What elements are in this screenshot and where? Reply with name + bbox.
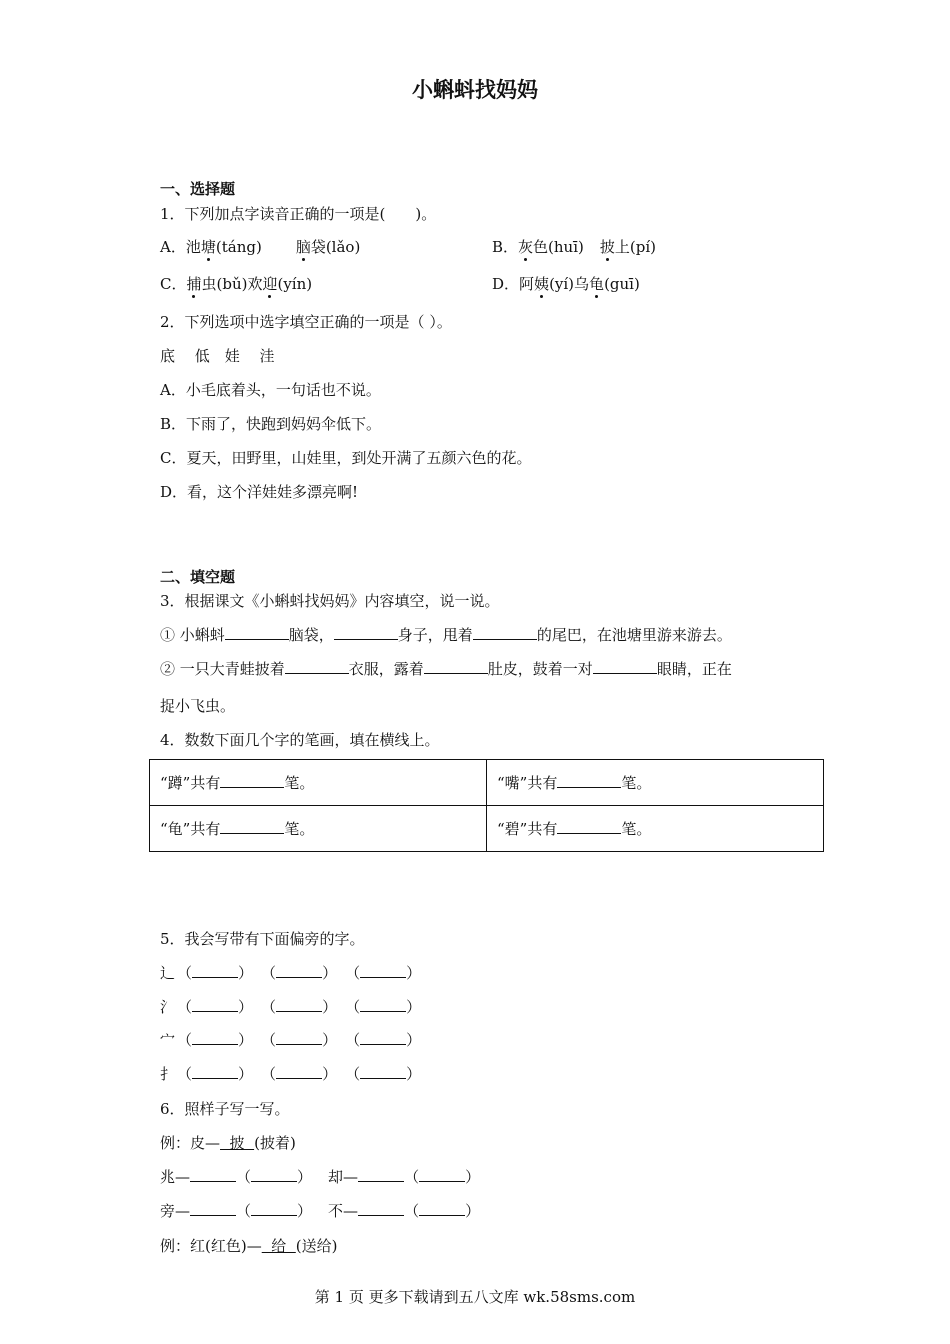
q6-example-1: 例：皮— 披 (披着) (160, 1134, 296, 1152)
dotted-char: 捕 (186, 275, 202, 293)
answer-blank[interactable] (276, 1064, 322, 1079)
q6-row-2: 旁— （ ） 不— （ ） (160, 1202, 481, 1220)
answer-blank[interactable] (276, 997, 322, 1012)
radical-char: 宀 (160, 1031, 176, 1049)
answer-blank[interactable] (192, 997, 238, 1012)
answer-blank[interactable] (358, 1167, 404, 1182)
answer-blank[interactable] (190, 1201, 236, 1216)
answer-blank[interactable] (473, 625, 537, 640)
page-footer: 第 1 页 更多下载请到五八文库 wk.58sms.com (314, 1288, 636, 1306)
q2-option-a[interactable]: A．小毛底着头，一句话也不说。 (160, 381, 381, 399)
q3-line-2: ② 一只大青蛙披着 衣服，露着 肚皮，鼓着一对 眼睛，正在 (160, 660, 732, 678)
q1-option-a[interactable]: A．池塘(táng) 脑袋(lǎo) (160, 238, 361, 256)
q1-option-c[interactable]: C．捕虫(bǔ)欢迎(yín) (160, 275, 313, 293)
page-title: 小蝌蚪找妈妈 (412, 77, 538, 102)
answer-blank[interactable] (251, 1201, 297, 1216)
q2-option-d[interactable]: D．看，这个洋娃娃多漂亮啊! (160, 483, 359, 501)
radical-row: 辶 （ ） （ ） （ ） (160, 964, 422, 982)
option-label: D． (492, 275, 520, 293)
answer-blank[interactable] (358, 1201, 404, 1216)
answer-blank[interactable] (192, 1030, 238, 1045)
option-label: A． (160, 238, 186, 256)
answer-blank[interactable] (190, 1167, 236, 1182)
question-5-stem: 5．我会写带有下面偏旁的字。 (160, 930, 365, 948)
q3-line-1: ① 小蝌蚪 脑袋， 身子，甩着 的尾巴，在池塘里游来游去。 (160, 626, 732, 644)
answer-blank[interactable] (360, 1030, 406, 1045)
radical-row: 氵 （ ） （ ） （ ） (160, 998, 422, 1016)
stroke-cell: “蹲”共有 笔。 (150, 760, 487, 806)
q2-option-c[interactable]: C．夏天，田野里，山娃里，到处开满了五颜六色的花。 (160, 449, 532, 467)
option-label: B． (492, 238, 519, 256)
answer-blank[interactable] (220, 773, 284, 788)
answer-blank[interactable] (360, 1064, 406, 1079)
question-6-stem: 6．照样子写一写。 (160, 1100, 290, 1118)
question-1-stem: 1．下列加点字读音正确的一项是( )。 (160, 205, 437, 223)
stroke-cell: “嘴”共有 笔。 (487, 760, 824, 806)
dotted-char: 龟 (589, 275, 605, 293)
answer-blank[interactable] (251, 1167, 297, 1182)
answer-blank[interactable] (192, 963, 238, 978)
answer-blank[interactable] (225, 625, 289, 640)
dotted-char: 脑 (295, 238, 311, 256)
q6-example-2: 例：红(红色)— 给 (送给) (160, 1237, 338, 1255)
dotted-char: 姨 (534, 275, 550, 293)
answer-blank[interactable] (593, 659, 657, 674)
question-3-stem: 3．根据课文《小蝌蚪找妈妈》内容填空，说一说。 (160, 592, 500, 610)
answer-blank[interactable] (360, 963, 406, 978)
answer-blank[interactable] (360, 997, 406, 1012)
radical-char: 氵 (160, 998, 176, 1016)
option-label: C． (160, 275, 187, 293)
q1-option-b[interactable]: B．灰色(huī) 披上(pí) (492, 238, 656, 256)
answer-blank[interactable] (424, 659, 488, 674)
answer-blank[interactable] (419, 1201, 465, 1216)
stroke-cell: “龟”共有 笔。 (150, 806, 487, 852)
answer-blank[interactable] (220, 819, 284, 834)
answer-blank[interactable] (557, 773, 621, 788)
question-2-stem: 2．下列选项中选字填空正确的一项是（ ）。 (160, 313, 452, 331)
q6-row-1: 兆— （ ） 却— （ ） (160, 1168, 481, 1186)
stroke-cell: “碧”共有 笔。 (487, 806, 824, 852)
question-4-stem: 4．数数下面几个字的笔画，填在横线上。 (160, 731, 440, 749)
q2-char-list: 底 低 娃 洼 (160, 347, 275, 365)
answer-blank[interactable] (557, 819, 621, 834)
answer-blank[interactable] (419, 1167, 465, 1182)
stroke-count-table (149, 759, 824, 852)
answer-blank[interactable] (192, 1064, 238, 1079)
answer-blank[interactable] (334, 625, 398, 640)
dotted-char: 塘 (200, 238, 216, 256)
section-heading-choice: 一、选择题 (160, 180, 236, 198)
q1-option-d[interactable]: D．阿姨(yí)乌龟(guī) (492, 275, 640, 293)
q3-line-3: 捉小飞虫。 (160, 697, 236, 715)
radical-row: 扌 （ ） （ ） （ ） (160, 1065, 422, 1083)
answer-blank[interactable] (276, 963, 322, 978)
section-heading-fill: 二、填空题 (160, 568, 236, 586)
answer-blank[interactable] (285, 659, 349, 674)
q2-option-b[interactable]: B．下雨了，快跑到妈妈伞低下。 (160, 415, 382, 433)
radical-char: 扌 (160, 1065, 176, 1083)
radical-row: 宀 （ ） （ ） （ ） (160, 1031, 422, 1049)
dotted-char: 灰 (518, 238, 534, 256)
answer-blank[interactable] (276, 1030, 322, 1045)
radical-char: 辶 (160, 964, 176, 982)
dotted-char: 迎 (262, 275, 278, 293)
dotted-char: 披 (599, 238, 615, 256)
